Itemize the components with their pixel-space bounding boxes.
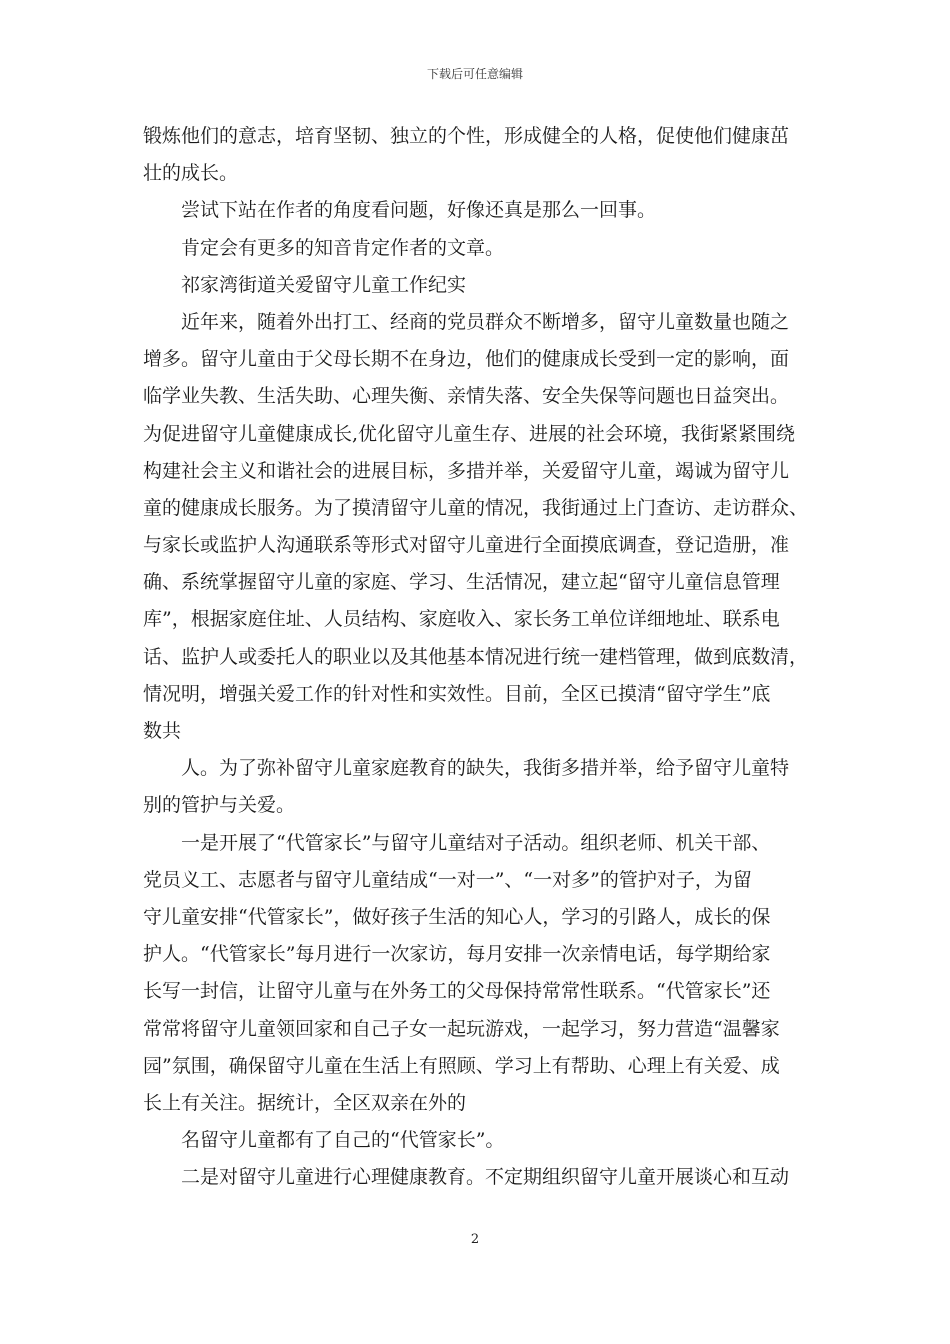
text-line: 锻炼他们的意志，培育坚韧、独立的个性，形成健全的人格，促使他们健康茁 bbox=[143, 125, 790, 147]
text-line: 尝试下站在作者的角度看问题，好像还真是那么一回事。 bbox=[181, 199, 657, 222]
text-line: 常常将留守儿童领回家和自己子女一起玩游戏，一起学习，努力营造“温馨家 bbox=[143, 1017, 780, 1040]
text-line: 增多。留守儿童由于父母长期不在身边，他们的健康成长受到一定的影响，面 bbox=[143, 348, 790, 371]
page-header: 下载后可任意编辑 bbox=[426, 67, 523, 81]
text-line: 二是对留守儿童进行心理健康教育。不定期组织留守儿童开展谈心和互动 bbox=[181, 1166, 790, 1189]
text-line: 一是开展了“代管家长”与留守儿童结对子活动。组织老师、机关干部、 bbox=[181, 831, 771, 854]
text-line: 童的健康成长服务。为了摸清留守儿童的情况，我街通过上门查访、走访群众、 bbox=[143, 496, 809, 519]
text-line: 为促进留守儿童健康成长,优化留守儿童生存、进展的社会环境，我街紧紧围绕 bbox=[143, 422, 796, 445]
text-line: 壮的成长。 bbox=[143, 162, 239, 185]
text-line: 守儿童安排“代管家长”，做好孩子生活的知心人，学习的引路人，成长的保 bbox=[143, 905, 771, 928]
text-line: 长上有关注。据统计，全区双亲在外的 bbox=[143, 1091, 467, 1114]
page-number: 2 bbox=[470, 1232, 480, 1247]
text-line: 别的管护与关爱。 bbox=[143, 794, 296, 817]
document-body bbox=[143, 118, 823, 1196]
text-line: 人。为了弥补留守儿童家庭教育的缺失，我街多措并举，给予留守儿童特 bbox=[181, 757, 790, 780]
text-line: 近年来，随着外出打工、经商的党员群众不断增多，留守儿童数量也随之 bbox=[181, 310, 790, 333]
text-line: 临学业失教、生活失助、心理失衡、亲情失落、安全失保等问题也日益突出。 bbox=[143, 385, 790, 408]
text-line: 名留守儿童都有了自己的“代管家长”。 bbox=[181, 1129, 505, 1152]
text-line: 园”氛围，确保留守儿童在生活上有照顾、学习上有帮助、心理上有关爱、成 bbox=[143, 1054, 780, 1077]
text-line: 长写一封信，让留守儿童与在外务工的父母保持常常性联系。“代管家长”还 bbox=[143, 980, 771, 1003]
text-line: 与家长或监护人沟通联系等形式对留守儿童进行全面摸底调查，登记造册，准 bbox=[143, 534, 790, 557]
text-line: 祁家湾街道关爱留守儿童工作纪实 bbox=[181, 273, 467, 296]
text-line: 数共 bbox=[143, 720, 182, 742]
text-line: 话、监护人或委托人的职业以及其他基本情况进行统一建档管理，做到底数清， bbox=[143, 645, 809, 668]
text-line: 库”，根据家庭住址、人员结构、家庭收入、家长务工单位详细地址、联系电 bbox=[143, 608, 780, 631]
text-line: 护人。“代管家长”每月进行一次家访，每月安排一次亲情电话，每学期给家 bbox=[143, 943, 771, 966]
text-line: 确、系统掌握留守儿童的家庭、学习、生活情况，建立起“留守儿童信息管理 bbox=[143, 571, 780, 594]
text-line: 构建社会主义和谐社会的进展目标，多措并举，关爱留守儿童，竭诚为留守儿 bbox=[143, 459, 790, 482]
text-line: 情况明，增强关爱工作的针对性和实效性。目前，全区已摸清“留守学生”底 bbox=[143, 682, 771, 705]
text-line: 肯定会有更多的知音肯定作者的文章。 bbox=[181, 236, 505, 259]
text-line: 党员义工、志愿者与留守儿童结成“一对一”、“一对多”的管护对子，为留 bbox=[143, 868, 752, 891]
